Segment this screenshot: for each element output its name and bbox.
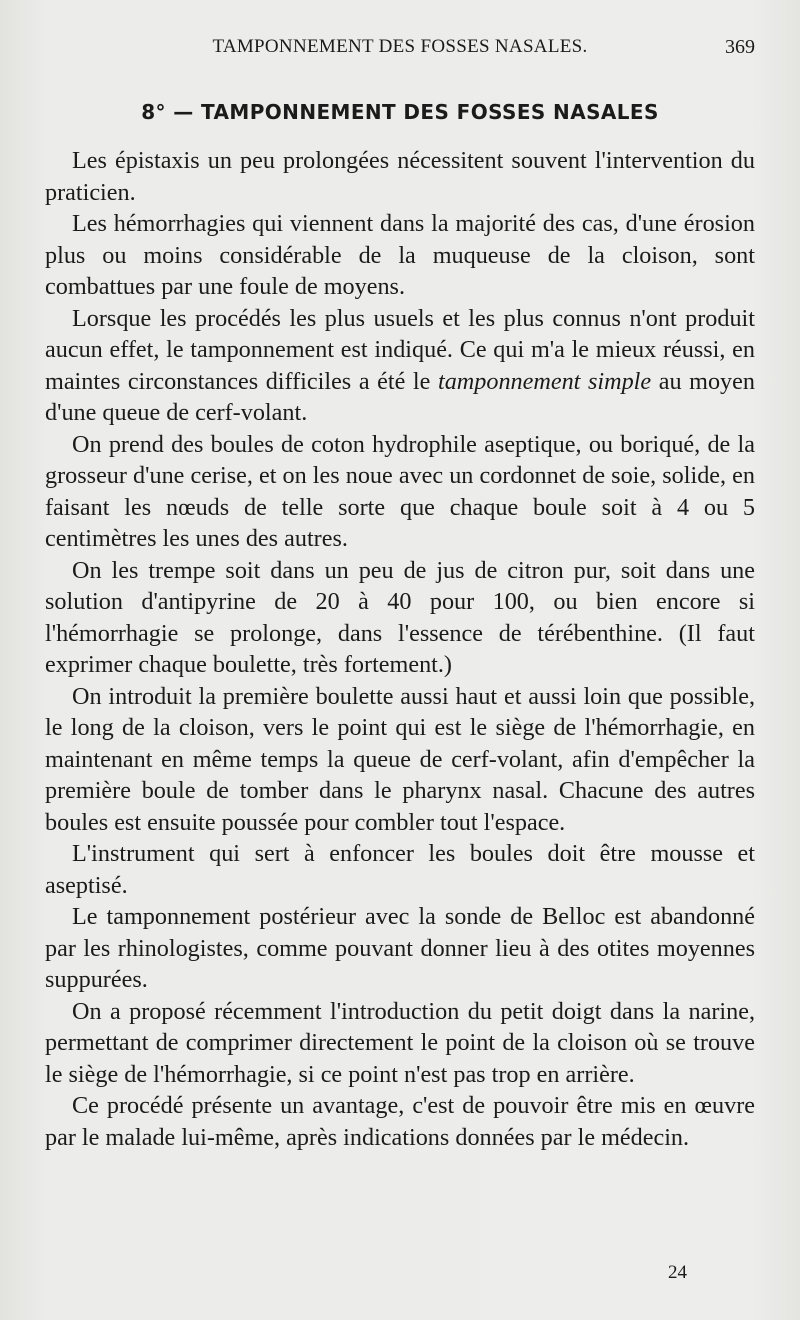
paragraph: On prend des boules de coton hydrophile aseptique, ou boriqué, de la grosseur d'une cerise, et on les noue avec un cordonnet de soie, solide, en faisant les nœuds de telle sorte que chaque boule soit à 4 ou 5 centimètres les unes des autres. [45,430,755,552]
paragraph: Ce procédé présente un avantage, c'est de pouvoir être mis en œuvre par le malade lui-même, après indications données par le médecin. [45,1092,755,1151]
paragraph: Le tamponnement postérieur avec la sonde de Belloc est abandonné par les rhinologistes, comme pouvant donner lieu à des otites moyennes suppurées. [45,903,755,993]
page-number: 369 [725,36,755,58]
paragraph: Les épistaxis un peu prolongées nécessitent souvent l'intervention du praticien. [45,147,755,206]
paragraph: On a proposé récemment l'introduction du petit doigt dans la narine, permettant de comprimer directement le point de la cloison où se trouve le siège de l'hémorrhagie, si ce point n'est pas trop en arrière. [45,997,755,1088]
running-head [45,36,755,62]
body-text [45,145,755,1153]
running-title: TAMPONNEMENT DES FOSSES NASALES. [212,36,588,57]
paragraph: L'instrument qui sert à enfoncer les boules doit être mousse et aseptisé. [45,840,755,899]
paragraph [45,303,755,429]
emphasized-term: tamponnement simple [437,367,652,395]
paragraph-text: au moyen d'une queue de cerf-volant. [45,367,755,426]
paragraph-text: Lorsque les procédés les plus usuels et les plus connus n'ont produit aucun effet, le tamponnement est indiqué. Ce qui m'a le mieux réussi, en maintes circonstances difficiles a été le [45,304,755,395]
paragraph: On introduit la première boulette aussi haut et aussi loin que possible, le long de la cloison, vers le point qui est le siège de l'hémorrhagie, en maintenant en même temps la queue de cerf-volant, afin d'empêcher la première boule de tomber dans le pharynx nasal. Chacune des autres boules est ensuite poussée pour combler tout l'espace. [45,682,755,836]
section-heading: 8° — TAMPONNEMENT DES FOSSES NASALES [141,100,659,124]
signature-mark: 24 [668,1262,687,1283]
paragraph: Les hémorrhagies qui viennent dans la majorité des cas, d'une érosion plus ou moins considérable de la muqueuse de la cloison, sont combattues par une foule de moyens. [45,210,755,300]
paragraph: On les trempe soit dans un peu de jus de citron pur, soit dans une solution d'antipyrine de 20 à 40 pour 100, ou bien encore si l'hémorrhagie se prolonge, dans l'essence de térébenthine. (Il faut exprimer chaque boulette, très fortement.) [45,556,755,678]
